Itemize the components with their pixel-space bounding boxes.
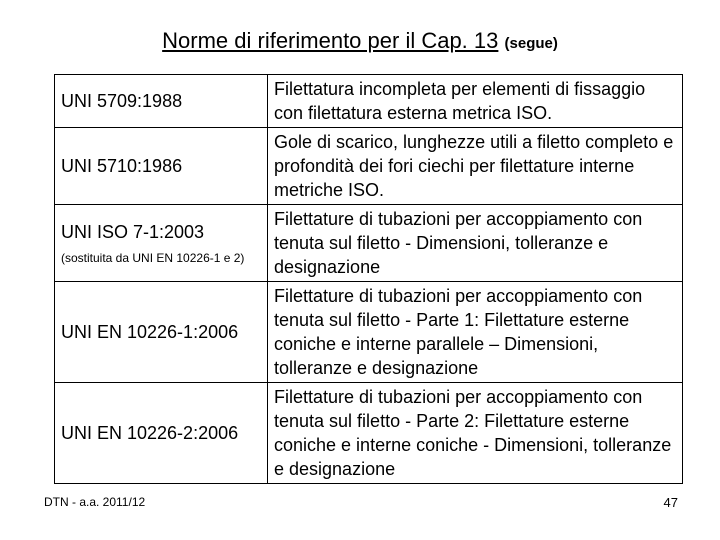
page-number: 47 (663, 495, 678, 510)
page-title-text: Norme di riferimento per il Cap. 13 (162, 28, 499, 53)
table-row (55, 75, 683, 128)
standard-description: Filettature di tubazioni per accoppiamento con tenuta sul filetto - Parte 1: Filettature esterne coniche e interne parallele – Dimensioni, tolleranze e designazione (268, 282, 683, 383)
standard-code-cell (55, 205, 268, 282)
table-row (55, 128, 683, 205)
standard-code: UNI EN 10226-2:2006 (61, 423, 239, 443)
table-row (55, 282, 683, 383)
footer-course: DTN - a.a. 2011/12 (44, 495, 146, 509)
standard-code-cell (55, 383, 268, 484)
standard-note: (sostituita da UNI EN 10226-1 e 2) (61, 251, 245, 265)
standard-code-cell (55, 282, 268, 383)
table-row (55, 205, 683, 282)
table-row (55, 383, 683, 484)
standards-table (54, 74, 683, 484)
standard-description: Filettature di tubazioni per accoppiamento con tenuta sul filetto - Parte 2: Filettature esterne coniche e interne coniche - Dimensioni, tolleranze e designazione (268, 383, 683, 484)
standard-description: Gole di scarico, lunghezze utili a filetto completo e profondità dei fori ciechi per filettature interne metriche ISO. (268, 128, 683, 205)
standard-code-cell (55, 128, 268, 205)
standard-description: Filettature di tubazioni per accoppiamento con tenuta sul filetto - Dimensioni, tolleranze e designazione (268, 205, 683, 282)
standard-code: UNI 5709:1988 (61, 91, 183, 111)
standard-code: UNI 5710:1986 (61, 156, 183, 176)
page-subtitle: (segue) (504, 35, 558, 52)
page-title (0, 28, 720, 57)
standard-code: UNI EN 10226-1:2006 (61, 322, 239, 342)
standard-code-cell (55, 75, 268, 128)
standard-description: Filettatura incompleta per elementi di fissaggio con filettatura esterna metrica ISO. (268, 75, 683, 128)
standard-code: UNI ISO 7-1:2003 (61, 222, 205, 242)
